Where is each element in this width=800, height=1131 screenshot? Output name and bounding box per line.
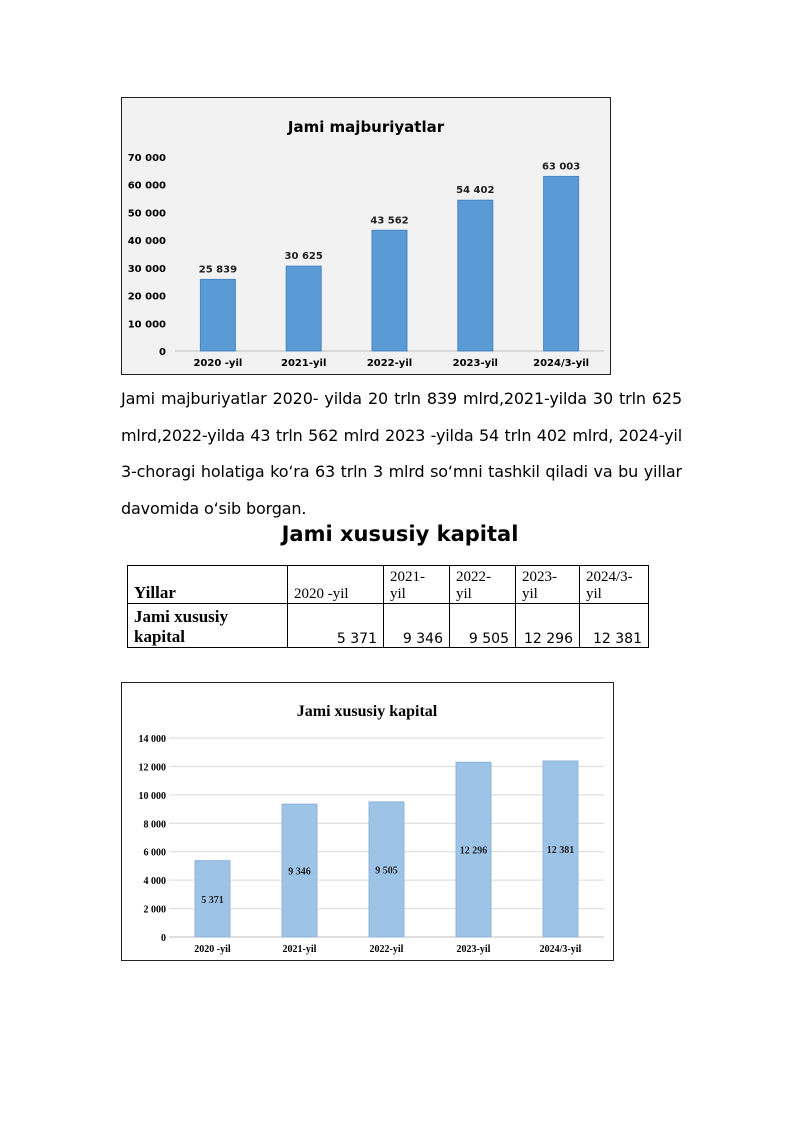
capital-table [127, 565, 649, 648]
equity-chart [121, 682, 614, 961]
data-label: 12 296 [459, 845, 488, 857]
x-tick-label: 2022-yil [369, 944, 404, 955]
section-title: Jami xususiy kapital [281, 522, 519, 546]
x-tick-label: 2024/3-yil [539, 944, 582, 955]
x-tick-label: 2020 -yil [194, 944, 231, 955]
liabilities-chart [121, 97, 611, 375]
data-label: 9 346 [288, 866, 311, 878]
table-header-year: 2020 -yil [288, 566, 384, 604]
table-cell: 12 381 [580, 604, 649, 648]
y-tick-label: 10 000 [138, 790, 166, 802]
x-tick-label: 2023-yil [456, 944, 491, 955]
chart-title: Jami majburiyatlar [287, 118, 445, 136]
table-header-year: 2024/3-yil [580, 566, 649, 604]
liabilities-chart-svg [122, 98, 610, 374]
y-tick-label: 10 000 [127, 319, 166, 331]
x-tick-label: 2022-yil [366, 358, 413, 369]
y-tick-label: 12 000 [138, 762, 166, 774]
y-tick-label: 0 [159, 347, 166, 358]
data-label: 63 003 [541, 161, 581, 173]
table-header-year: 2022-yil [450, 566, 516, 604]
x-tick-label: 2024/3-yil [533, 358, 590, 369]
table-header-year: 2021-yil [384, 566, 450, 604]
data-label: 12 381 [546, 845, 575, 857]
y-tick-label: 70 000 [127, 153, 166, 164]
y-tick-label: 30 000 [127, 263, 166, 275]
y-tick-label: 40 000 [127, 236, 166, 248]
data-label: 9 505 [375, 865, 398, 877]
table-cell: 5 371 [288, 604, 384, 648]
table-header-year: 2023-yil [516, 566, 580, 604]
y-tick-label: 0 [161, 933, 166, 944]
x-tick-label: 2020 -yil [193, 358, 243, 369]
y-tick-label: 50 000 [127, 208, 166, 220]
x-tick-label: 2021-yil [282, 944, 317, 955]
y-tick-label: 6 000 [143, 847, 166, 859]
table-cell: 9 346 [384, 604, 450, 648]
equity-chart-svg [122, 683, 613, 960]
bar [372, 230, 407, 351]
y-tick-label: 14 000 [138, 734, 166, 745]
bar [200, 279, 235, 351]
table-header-label: Yillar [128, 566, 288, 604]
x-tick-label: 2021-yil [281, 358, 327, 369]
y-tick-label: 8 000 [143, 819, 166, 831]
table-cell: 12 296 [516, 604, 580, 648]
chart-title: Jami xususiy kapital [296, 703, 438, 720]
liabilities-description: Jami majburiyatlar 2020- yilda 20 trln 839 mlrd,2021-yilda 30 trln 625 mlrd,2022-yilda 43 trln 562 mlrd 2023 -yilda 54 trln 402 mlrd, 2024-yil 3-choragi holatiga ko‘ra 63 trln 3 mlrd so‘mni tashkil qiladi va bu yillar davomida o‘sib borgan. [121, 389, 682, 518]
y-tick-label: 2 000 [143, 904, 166, 916]
y-tick-label: 4 000 [143, 876, 166, 888]
data-label: 5 371 [201, 894, 224, 906]
y-tick-label: 60 000 [127, 180, 166, 192]
data-label: 30 625 [284, 251, 323, 263]
data-label: 54 402 [456, 185, 495, 197]
table-header-row [128, 566, 649, 604]
x-tick-label: 2023-yil [452, 358, 498, 369]
y-tick-label: 20 000 [127, 291, 166, 303]
bar [286, 266, 321, 351]
table-row-label: Jami xususiy kapital [128, 604, 288, 648]
data-label: 25 839 [198, 264, 238, 276]
table-cell: 9 505 [450, 604, 516, 648]
bar [544, 176, 579, 351]
bar [458, 200, 493, 351]
table-row [128, 604, 649, 648]
data-label: 43 562 [370, 215, 409, 227]
